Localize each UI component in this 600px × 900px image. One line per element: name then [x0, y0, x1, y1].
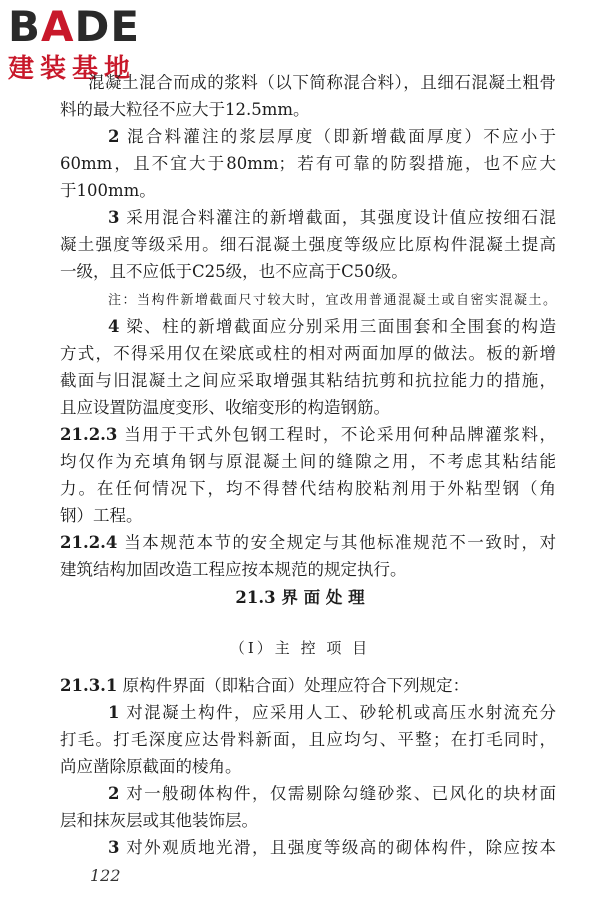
clause-21-2-4: 21.2.4 当本规范本节的安全规定与其他标准规范不一致时，对 — [60, 533, 556, 552]
text-line: 层和抹灰层或其他装饰层。 — [60, 811, 258, 830]
logo-wordmark: BADE — [8, 2, 141, 51]
text-line: 料的最大粒径不应大于12.5mm。 — [60, 100, 310, 119]
page-number: 122 — [90, 866, 121, 885]
text-line: 4 梁、柱的新增截面应分别采用三面围套和全围套的构造 — [108, 317, 556, 336]
text-line: 建筑结构加固改造工程应按本规范的规定执行。 — [60, 560, 407, 579]
text-line: 截面与旧混凝土之间应采取增强其粘结抗剪和抗拉能力的措施， — [60, 371, 556, 390]
text-line: 混凝土混合而成的浆料（以下简称混合料），且细石混凝土粗骨 — [88, 73, 556, 92]
text-line: 60mm，且不宜大于80mm；若有可靠的防裂措施，也不应大 — [60, 154, 556, 173]
text-line: 且应设置防温度变形、收缩变形的构造钢筋。 — [60, 398, 390, 417]
text-line: 一级，且不应低于C25级，也不应高于C50级。 — [60, 262, 408, 281]
text-line: 尚应凿除原截面的棱角。 — [60, 757, 242, 776]
note-line: 注：当构件新增截面尺寸较大时，宜改用普通混凝土或自密实混凝土。 — [108, 293, 556, 308]
text-line: 打毛。打毛深度应达骨料新面，且应均匀、平整；在打毛同时， — [60, 730, 556, 749]
text-line: 力。在任何情况下，均不得替代结构胶粘剂用于外粘型钢（角 — [60, 479, 556, 498]
text-line: 2 对一般砌体构件，仅需剔除勾缝砂浆、已风化的块材面 — [108, 784, 556, 803]
clause-21-2-3: 21.2.3 当用于干式外包钢工程时，不论采用何种品牌灌浆料， — [60, 425, 556, 444]
subsection-heading: （Ⅰ）主 控 项 目 — [229, 639, 371, 657]
text-line: 1 对混凝土构件，应采用人工、砂轮机或高压水射流充分 — [108, 703, 556, 722]
logo-subtitle: 建装基地 — [8, 54, 137, 84]
text-line: 3 采用混合料灌注的新增截面，其强度设计值应按细石混 — [108, 208, 556, 227]
clause-21-3-1: 21.3.1 原构件界面（即粘合面）处理应符合下列规定： — [60, 676, 470, 695]
text-line: 方式，不得采用仅在梁底或柱的相对两面加厚的做法。板的新增 — [60, 344, 556, 363]
text-line: 均仅作为充填角钢与原混凝土间的缝隙之用，不考虑其粘结能 — [60, 452, 556, 471]
text-line: 凝土强度等级采用。细石混凝土强度等级应比原构件混凝土提高 — [60, 235, 556, 254]
text-line: 钢）工程。 — [60, 506, 143, 525]
text-line: 于100mm。 — [60, 181, 156, 200]
section-heading: 21.3 界 面 处 理 — [235, 588, 365, 607]
text-line: 3 对外观质地光滑，且强度等级高的砌体构件，除应按本 — [108, 838, 556, 857]
text-line: 2 混合料灌注的浆层厚度（即新增截面厚度）不应小于 — [108, 127, 556, 146]
